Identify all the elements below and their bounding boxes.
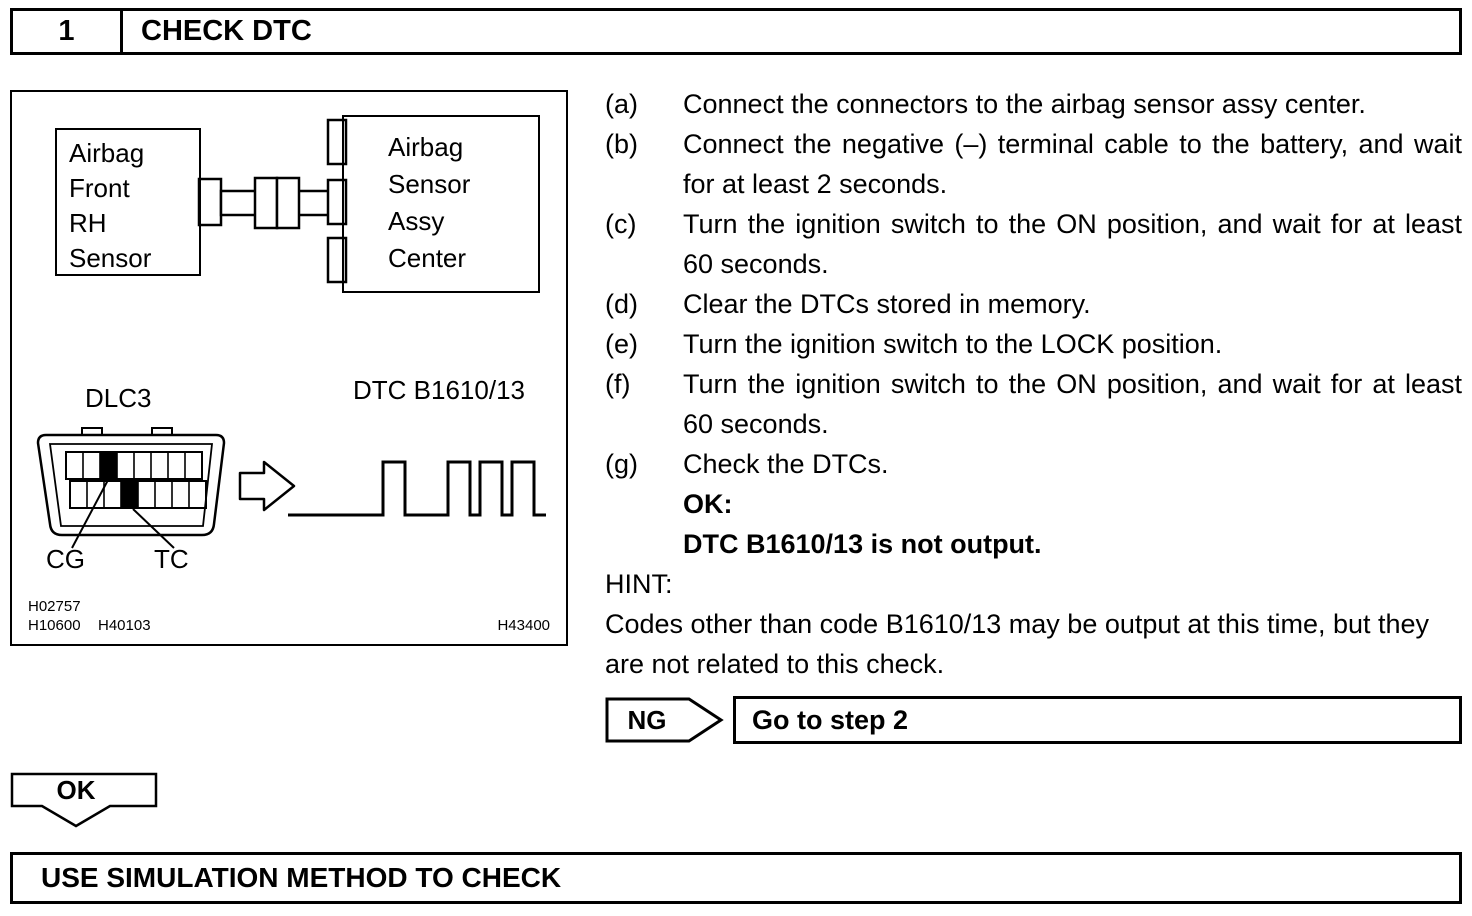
assy-box-line: Airbag <box>388 132 464 162</box>
sensor-box-line: Front <box>69 173 130 203</box>
step-number: 1 <box>13 11 123 52</box>
assy-box <box>342 115 540 293</box>
assy-box-line: Center <box>388 243 467 273</box>
step-c <box>605 204 1462 284</box>
arrow-right-icon <box>240 462 294 510</box>
sensor-box-line: RH <box>69 208 107 238</box>
step-text: Turn the ignition switch to the ON position, and wait for at least 60 seconds. <box>683 209 1462 279</box>
step-title: CHECK DTC <box>141 15 312 47</box>
ng-label: NG <box>627 704 667 735</box>
hint-text: Codes other than code B1610/13 may be output at this time, but they are not related to this check. <box>605 609 1430 679</box>
step-text: Turn the ignition switch to the LOCK position. <box>683 329 1223 359</box>
step-g <box>605 444 1462 484</box>
step-header <box>10 8 1462 55</box>
step-letter: (c) <box>605 209 637 239</box>
figure-box <box>10 90 568 646</box>
dlc3-label: DLC3 <box>85 383 152 413</box>
sensor-box-line: Sensor <box>69 243 152 273</box>
procedure-steps <box>605 84 1462 744</box>
step-f <box>605 364 1462 444</box>
dtc-waveform <box>288 462 546 515</box>
figure-code: H43400 <box>497 617 550 634</box>
ng-action: Go to step 2 <box>733 696 1462 744</box>
cg-pin-label: CG <box>46 544 85 574</box>
step-b <box>605 124 1462 204</box>
tc-pin <box>121 481 138 508</box>
dlc3-connector <box>38 428 224 548</box>
dtc-code-label: DTC B1610/13 <box>353 375 525 405</box>
tc-pin-label: TC <box>154 544 189 574</box>
step-letter: (g) <box>605 449 638 479</box>
ng-connector <box>605 696 725 744</box>
ok-connector-label: OK <box>56 774 96 805</box>
ng-row <box>605 696 1462 744</box>
assy-box-line: Assy <box>388 206 445 236</box>
figure-code: H40103 <box>98 617 151 634</box>
next-step-header: USE SIMULATION METHOD TO CHECK <box>10 852 1462 904</box>
ok-connector <box>10 772 160 830</box>
step-e <box>605 324 1462 364</box>
harness-diagram <box>199 120 346 282</box>
step-letter: (a) <box>605 89 638 119</box>
figure-code: H02757 <box>28 598 81 615</box>
step-d <box>605 284 1462 324</box>
step-text: Connect the connectors to the airbag sensor assy center. <box>683 89 1366 119</box>
step-letter: (d) <box>605 289 638 319</box>
step-text: Turn the ignition switch to the ON position, and wait for at least 60 seconds. <box>683 369 1462 439</box>
step-text: Clear the DTCs stored in memory. <box>683 289 1091 319</box>
ok-heading: OK: <box>683 489 733 519</box>
step-letter: (e) <box>605 329 638 359</box>
step-text: Connect the negative (–) terminal cable to the battery, and wait for at least 2 seconds. <box>683 129 1462 199</box>
sensor-box-line: Airbag <box>69 138 145 168</box>
step-text: Check the DTCs. <box>683 449 889 479</box>
step-a <box>605 84 1462 124</box>
sensor-box <box>55 128 201 276</box>
assy-box-line: Sensor <box>388 169 471 199</box>
cg-pin <box>100 452 117 479</box>
ok-result-text: DTC B1610/13 is not output. <box>683 529 1042 559</box>
step-letter: (f) <box>605 369 631 399</box>
step-letter: (b) <box>605 129 638 159</box>
hint-heading: HINT: <box>605 569 673 599</box>
figure-code: H10600 <box>28 617 81 634</box>
